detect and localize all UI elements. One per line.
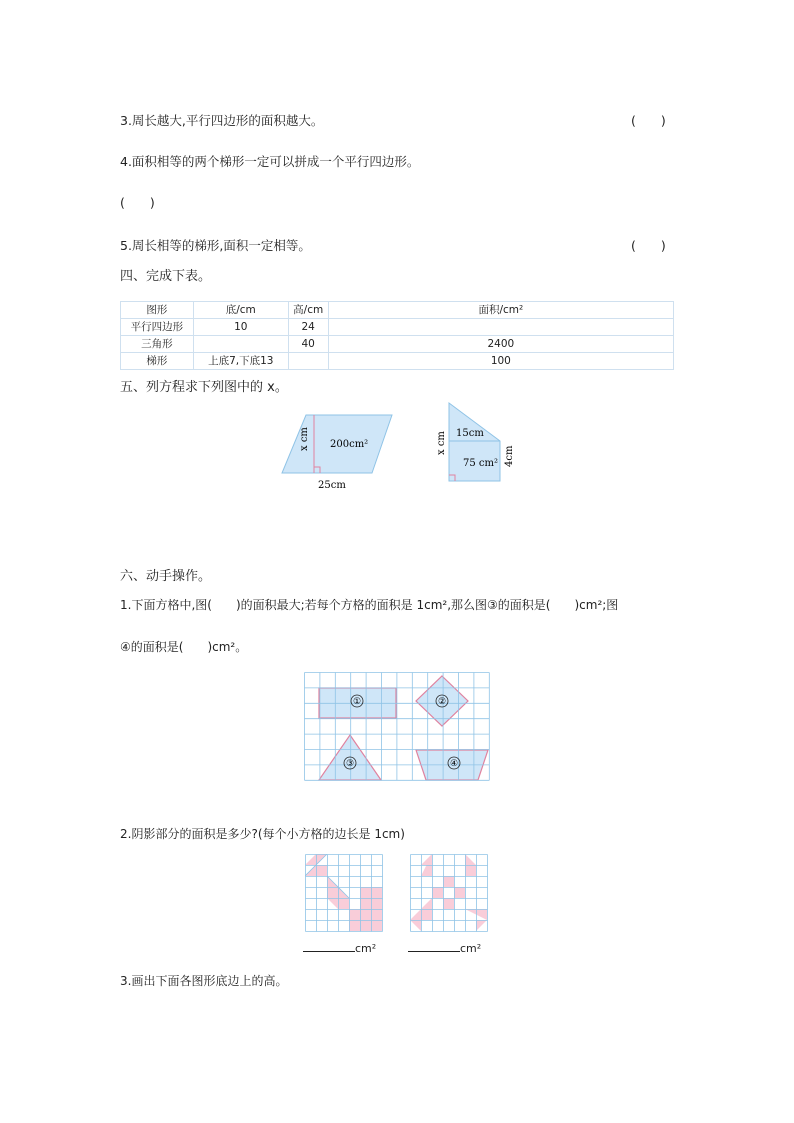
table-header: 高/cm [288,302,328,319]
table-cell: 24 [288,319,328,336]
table-header-row [121,302,674,319]
table-row [121,353,674,370]
question-3: 3.画出下面各图形底边上的高。 [120,974,288,988]
section-6-title: 六、动手操作。 [120,569,212,584]
trapezoid-height-label: x cm [436,431,447,455]
trapezoid-side-label: 4cm [504,445,515,467]
table-cell: 梯形 [121,353,194,370]
parallelogram-area-label: 200cm² [330,439,369,450]
table-cell: 100 [328,353,673,370]
answer-blank-2[interactable] [408,940,481,955]
shape-2-label: ② [437,697,447,707]
table-cell: 三角形 [121,336,194,353]
equation-figures [270,395,530,495]
answer-line[interactable] [408,940,460,952]
shape-3-triangle [319,735,381,780]
unit-label: cm² [355,942,377,955]
answer-line[interactable] [303,940,355,952]
question-1-line-2: ④的面积是( )cm²。 [120,640,248,654]
trapezoid-area-label: 75 cm² [463,458,498,469]
table-row [121,319,674,336]
table-cell-blank[interactable] [328,319,673,336]
fill-table [120,301,674,370]
judge-question-5: 5.周长相等的梯形,面积一定相等。 [120,238,311,253]
table-cell: 10 [193,319,288,336]
grid-figure-1 [304,672,492,784]
table-cell: 平行四边形 [121,319,194,336]
section-4-title: 四、完成下表。 [120,269,212,284]
parallelogram-height-label: x cm [299,427,310,451]
shaded-grid-2 [410,854,490,934]
table-cell-blank[interactable] [288,353,328,370]
trapezoid-top-label: 15cm [456,428,484,439]
shape-3-label: ③ [345,759,355,769]
table-cell-blank[interactable] [193,336,288,353]
judge-question-4: 4.面积相等的两个梯形一定可以拼成一个平行四边形。 [120,154,420,169]
unit-label: cm² [460,942,482,955]
table-header: 图形 [121,302,194,319]
table-row [121,336,674,353]
table-header: 底/cm [193,302,288,319]
answer-paren-3[interactable]: ( ) [631,113,666,128]
question-1-line-1: 1.下面方格中,图( )的面积最大;若每个方格的面积是 1cm²,那么图③的面积是( )cm²;图 [120,598,619,612]
answer-paren-5[interactable]: ( ) [631,238,666,253]
answer-paren-4[interactable]: ( ) [120,195,155,210]
answer-blank-1[interactable] [303,940,376,955]
shape-1-label: ① [352,697,362,707]
shape-4-label: ④ [449,759,459,769]
shaded-grid-1 [305,854,385,934]
judge-question-3: 3.周长越大,平行四边形的面积越大。 [120,113,324,128]
table-header: 面积/cm² [328,302,673,319]
table-cell: 上底7,下底13 [193,353,288,370]
table-cell: 40 [288,336,328,353]
question-2: 2.阴影部分的面积是多少?(每个小方格的边长是 1cm) [120,827,405,841]
section-5-title: 五、列方程求下列图中的 x。 [120,380,288,395]
parallelogram-base-label: 25cm [318,480,346,491]
table-cell: 2400 [328,336,673,353]
right-trapezoid-shape [449,403,500,481]
